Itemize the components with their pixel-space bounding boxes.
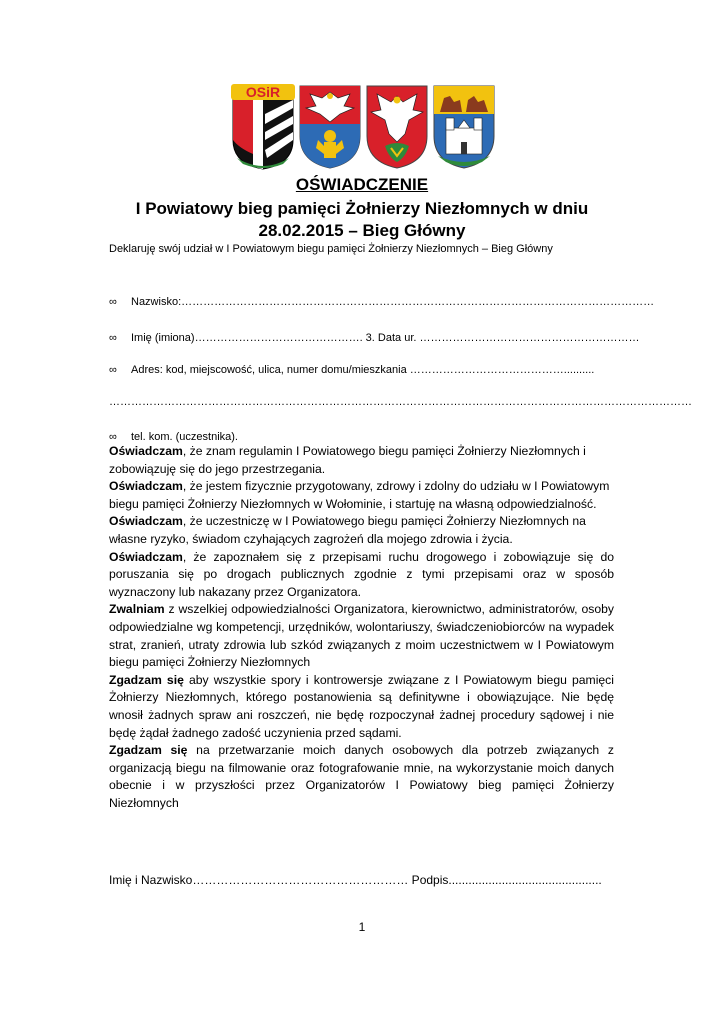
coat-of-arms-horses-church-icon xyxy=(432,84,496,170)
statement-7 xyxy=(109,742,614,812)
logo-strip xyxy=(231,84,497,170)
statement-lead: Zwalniam xyxy=(109,602,165,617)
phone-field-text: tel. kom. (uczestnika). xyxy=(131,431,238,443)
statement-text: na przetwarzanie moich danych osobowych dla potrzeb związanych z organizacją biegu na filmowanie oraz fotografowanie mnie, na wykorzystanie moich danych obecnie i w przyszłości przez Organizatorów I Powiatowy bieg pamięci Żołnierzy Niezłomnych xyxy=(109,743,614,810)
address-continuation-line[interactable]: …………………………………………………………………………………………………………………………………………… xyxy=(109,396,692,408)
surname-field[interactable] xyxy=(109,295,654,309)
statement-text: , że uczestniczę w I Powiatowego biegu pamięci Żołnierzy Niezłomnych na własne ryzyko, świadom czyhających zagrożeń dla mojego zdrowia i życia. xyxy=(109,514,586,546)
name-and-birthdate-field[interactable] xyxy=(109,331,640,345)
document-title: OŚWIADCZENIE xyxy=(295,175,429,194)
statement-text: , że zapoznałem się z przepisami ruchu drogowego i zobowiązuje się do poruszania się po drogach publicznych zgodnie z tymi przepisami oraz w sposób wyznaczony lub nakazany przez Organizatora. xyxy=(109,549,614,599)
coat-of-arms-eagle-icon xyxy=(365,84,429,170)
infinity-bullet-icon: ∞ xyxy=(109,332,117,344)
statement-lead: Oświadczam xyxy=(109,479,183,494)
statement-5 xyxy=(109,601,614,671)
statements xyxy=(109,443,614,812)
statement-lead: Oświadczam xyxy=(109,444,183,458)
statement-lead: Oświadczam xyxy=(109,514,183,529)
page-number: 1 xyxy=(358,920,366,934)
statement-6 xyxy=(109,672,614,742)
surname-field-text: Nazwisko:………………………………………………………………………………………………………………… xyxy=(131,296,655,308)
osir-logo xyxy=(231,84,295,170)
event-title-line-2: 28.02.2015 – Bieg Główny xyxy=(258,221,466,240)
statement-2 xyxy=(109,478,614,513)
infinity-bullet-icon: ∞ xyxy=(109,431,117,443)
statement-text: , że znam regulamin I Powiatowego biegu pamięci Żołnierzy Niezłomnych i zobowiązuję się do jego przestrzegania. xyxy=(109,444,586,476)
phone-field[interactable] xyxy=(109,430,238,444)
osir-logo-text: OSiR xyxy=(245,84,281,100)
statement-4 xyxy=(109,549,614,602)
statement-3 xyxy=(109,513,614,548)
statement-lead: Zgadzam się xyxy=(109,672,184,687)
statement-lead: Oświadczam xyxy=(109,549,183,564)
address-field[interactable] xyxy=(109,363,594,377)
infinity-bullet-icon: ∞ xyxy=(109,296,117,308)
participation-declaration: Deklaruję swój udział w I Powiatowym biegu pamięci Żołnierzy Niezłomnych – Bieg Główny xyxy=(109,243,553,255)
statement-text: z wszelkiej odpowiedzialności Organizatora, kierownictwo, administratorów, osoby odpowiedzialne wg kompetencji, urzędników, wolontariuszy, świadczeniobiorców na wypadek strat, zranień, utraty zdrowia lub szkód związanych z moim uczestnictwem w I Powiatowym biegu pamięci Żołnierzy Niezłomnych xyxy=(109,602,614,670)
statement-text: , że jestem fizycznie przygotowany, zdrowy i zdolny do udziału w I Powiatowym biegu pamięci Żołnierzy Niezłomnych w Wołominie, i startuję na własną odpowiedzialność. xyxy=(109,479,610,511)
statement-1 xyxy=(109,443,614,478)
coat-of-arms-eagle-knight-icon xyxy=(298,84,362,170)
statement-lead: Zgadzam się xyxy=(109,743,188,758)
statement-text: aby wszystkie spory i kontrowersje związane z I Powiatowym biegu pamięci Żołnierzy Niezłomnych, którego postanowienia są definitywne i obowiązujące. Nie będę wnosił żadnych spraw ani roszczeń, nie będę rozpoczynał żadnej procedury sądowej i nie będę żądał żadnego zadość uczynienia przed sądami. xyxy=(109,672,614,740)
address-field-text: Adres: kod, miejscowość, ulica, numer domu/mieszkania …………………………………….......... xyxy=(131,364,595,376)
infinity-bullet-icon: ∞ xyxy=(109,364,117,376)
event-title-line-1: I Powiatowy bieg pamięci Żołnierzy Niezłomnych w dniu xyxy=(135,199,589,218)
signature-line[interactable]: Imię i Nazwisko……………………………………………… Podpis.............................................. xyxy=(109,873,602,887)
name-and-birthdate-field-text: Imię (imiona)………………………………………. 3. Data ur. …………………………………………………… xyxy=(131,332,640,344)
